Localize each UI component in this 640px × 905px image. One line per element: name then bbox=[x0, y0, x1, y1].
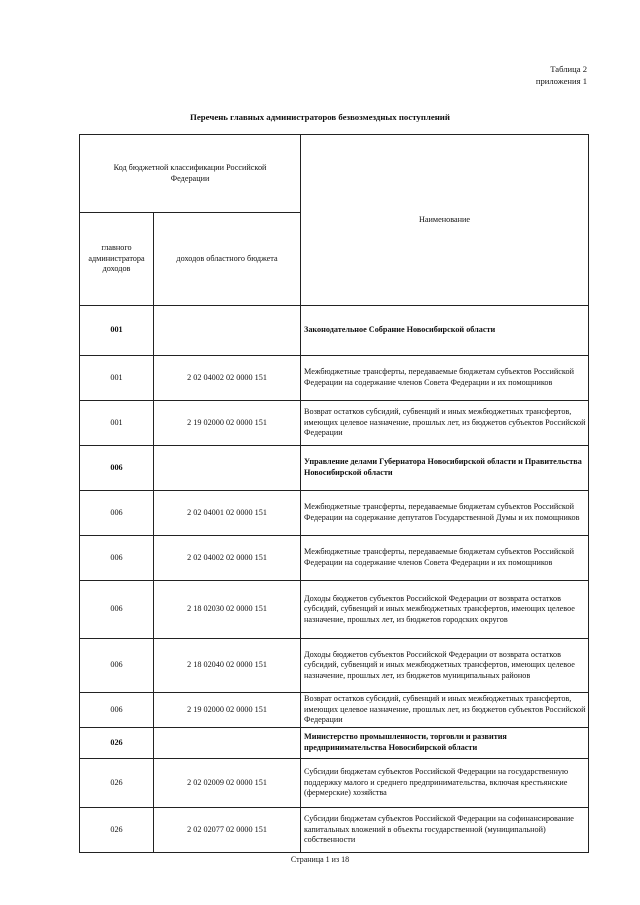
admin-code-cell: 006 bbox=[80, 491, 154, 536]
table-row bbox=[80, 356, 589, 401]
header-admin-code: главного администратора доходов bbox=[80, 213, 154, 306]
name-cell: Возврат остатков субсидий, субвенций и иных межбюджетных трансфертов, имеющих целевое назначение, прошлых лет, из бюджетов субъектов Российской Федерации bbox=[301, 693, 589, 728]
table-row bbox=[80, 446, 589, 491]
table-row bbox=[80, 639, 589, 693]
admin-code-cell: 006 bbox=[80, 639, 154, 693]
name-cell: Субсидии бюджетам субъектов Российской Федерации на государственную поддержку малого и среднего предпринимательства, включая крестьянские (фермерские) хозяйства bbox=[301, 759, 589, 808]
income-code-cell: 2 02 02009 02 0000 151 bbox=[154, 759, 301, 808]
name-cell: Межбюджетные трансферты, передаваемые бюджетам субъектов Российской Федерации на содержание депутатов Государственной Думы и их помощников bbox=[301, 491, 589, 536]
admin-code-cell: 026 bbox=[80, 728, 154, 759]
table-row bbox=[80, 306, 589, 356]
table-row bbox=[80, 536, 589, 581]
name-cell: Межбюджетные трансферты, передаваемые бюджетам субъектов Российской Федерации на содержание членов Совета Федерации и их помощников bbox=[301, 356, 589, 401]
table-row bbox=[80, 491, 589, 536]
name-cell: Законодательное Собрание Новосибирской области bbox=[301, 306, 589, 356]
header-income-code: доходов областного бюджета bbox=[154, 213, 301, 306]
income-code-cell bbox=[154, 306, 301, 356]
table-row bbox=[80, 759, 589, 808]
header-classification-code: Код бюджетной классификации Российской Федерации bbox=[80, 135, 301, 213]
header-name: Наименование bbox=[301, 135, 589, 306]
admin-code-cell: 026 bbox=[80, 808, 154, 853]
income-code-cell bbox=[154, 446, 301, 491]
name-cell: Возврат остатков субсидий, субвенций и иных межбюджетных трансфертов, имеющих целевое назначение, прошлых лет, из бюджетов субъектов Российской Федерации bbox=[301, 401, 589, 446]
admin-code-cell: 026 bbox=[80, 759, 154, 808]
table-row bbox=[80, 808, 589, 853]
admin-code-cell: 006 bbox=[80, 693, 154, 728]
income-code-cell: 2 18 02040 02 0000 151 bbox=[154, 639, 301, 693]
name-cell: Доходы бюджетов субъектов Российской Федерации от возврата остатков субсидий, субвенций и иных межбюджетных трансфертов, имеющих целевое назначение, прошлых лет, из бюджетов муниципальных районов bbox=[301, 639, 589, 693]
income-code-cell: 2 02 04002 02 0000 151 bbox=[154, 536, 301, 581]
admin-code-cell: 006 bbox=[80, 536, 154, 581]
admin-code-cell: 001 bbox=[80, 356, 154, 401]
income-code-cell: 2 02 04001 02 0000 151 bbox=[154, 491, 301, 536]
admin-code-cell: 001 bbox=[80, 401, 154, 446]
admin-code-cell: 006 bbox=[80, 446, 154, 491]
name-cell: Субсидии бюджетам субъектов Российской Федерации на софинансирование капитальных вложений в объекты государственной (муниципальной) собственности bbox=[301, 808, 589, 853]
admin-code-cell: 006 bbox=[80, 581, 154, 639]
document-title: Перечень главных администраторов безвозмездных поступлений bbox=[190, 112, 450, 122]
administrators-table bbox=[79, 134, 589, 853]
name-cell: Межбюджетные трансферты, передаваемые бюджетам субъектов Российской Федерации на содержание членов Совета Федерации и их помощников bbox=[301, 536, 589, 581]
table-row bbox=[80, 728, 589, 759]
table-header-row-group bbox=[80, 135, 589, 213]
income-code-cell: 2 19 02000 02 0000 151 bbox=[154, 693, 301, 728]
income-code-cell: 2 18 02030 02 0000 151 bbox=[154, 581, 301, 639]
income-code-cell bbox=[154, 728, 301, 759]
table-row bbox=[80, 401, 589, 446]
page-number: Страница 1 из 18 bbox=[290, 855, 350, 864]
income-code-cell: 2 02 02077 02 0000 151 bbox=[154, 808, 301, 853]
table-number-label: Таблица 2 bbox=[550, 64, 587, 74]
income-code-cell: 2 19 02000 02 0000 151 bbox=[154, 401, 301, 446]
income-code-cell: 2 02 04002 02 0000 151 bbox=[154, 356, 301, 401]
table-row bbox=[80, 693, 589, 728]
name-cell: Управление делами Губернатора Новосибирской области и Правительства Новосибирской области bbox=[301, 446, 589, 491]
name-cell: Министерство промышленности, торговли и развития предпринимательства Новосибирской области bbox=[301, 728, 589, 759]
admin-code-cell: 001 bbox=[80, 306, 154, 356]
name-cell: Доходы бюджетов субъектов Российской Федерации от возврата остатков субсидий, субвенций и иных межбюджетных трансфертов, имеющих целевое назначение, прошлых лет, из бюджетов городских округов bbox=[301, 581, 589, 639]
table-row bbox=[80, 581, 589, 639]
appendix-label: приложения 1 bbox=[535, 76, 587, 86]
